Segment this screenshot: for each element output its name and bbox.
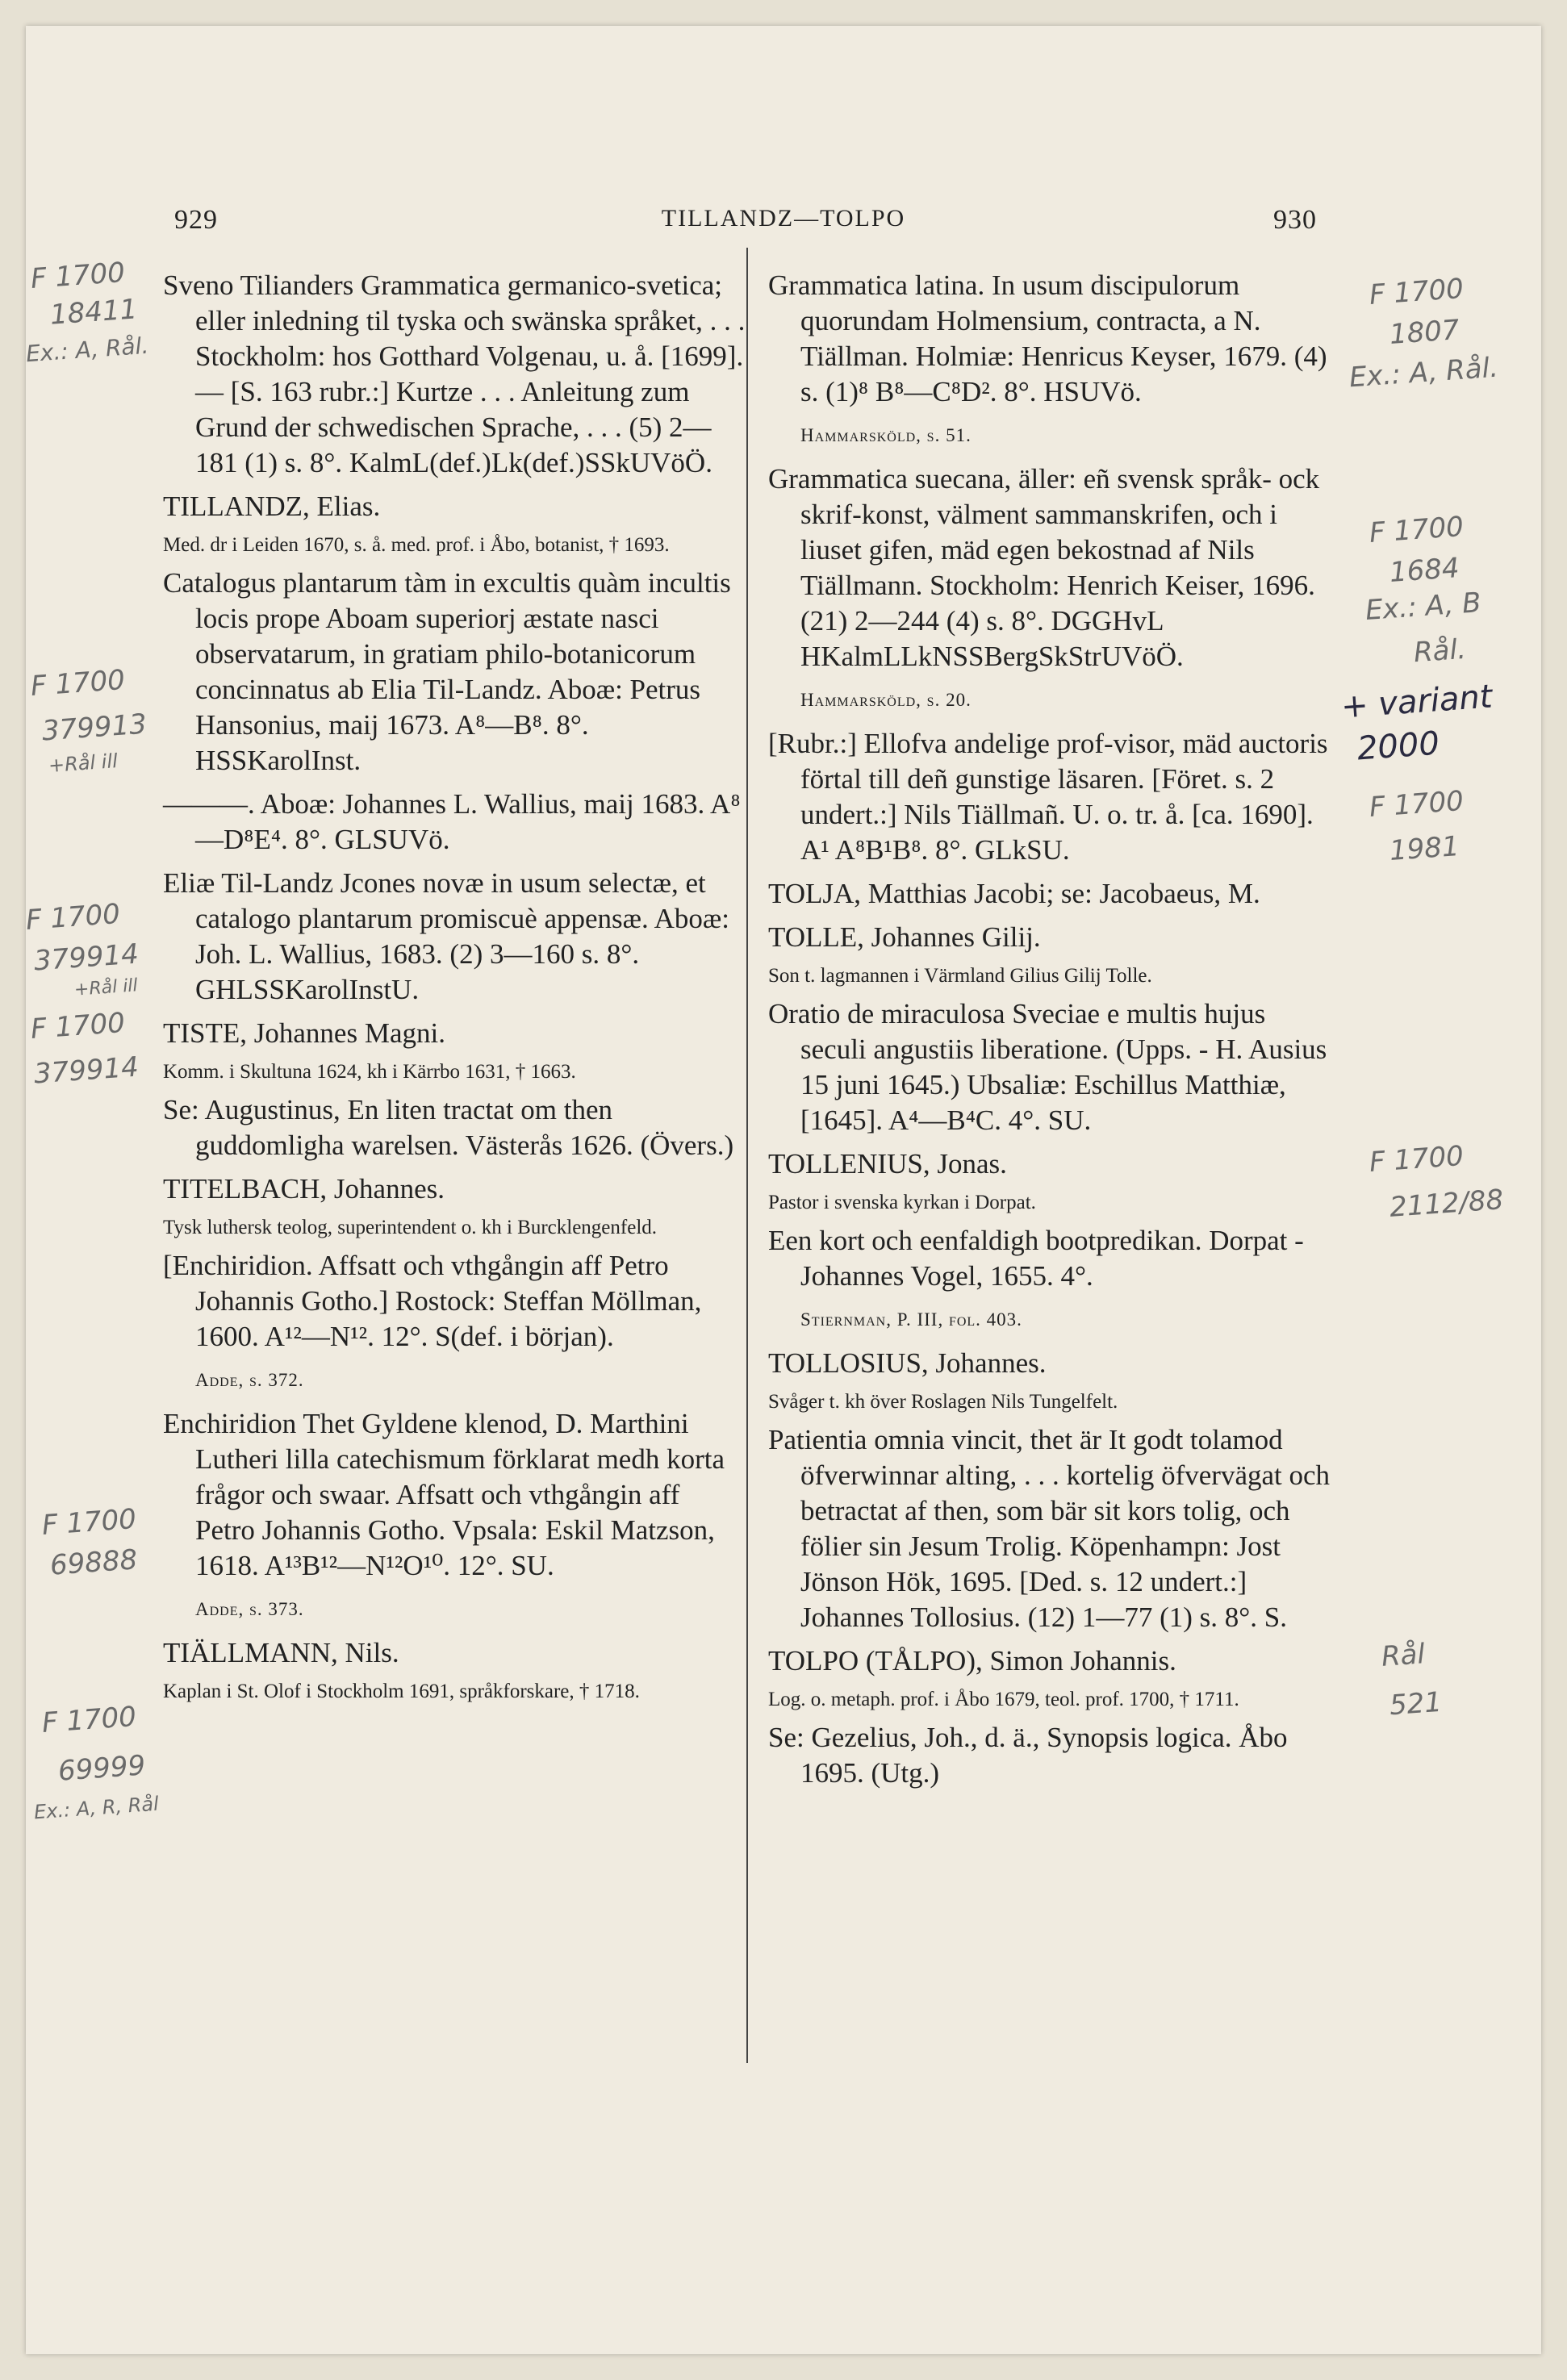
- annotation: 379913: [40, 708, 148, 748]
- annotation: F 1700: [29, 1006, 127, 1046]
- annotation: F 1700: [1368, 510, 1465, 550]
- annotation: 379914: [32, 1050, 140, 1091]
- entry-enchiridion-1: [Enchiridion. Affsatt och vthgångin aff Petro Johannis Gotho.] Rostock: Steffan Möllman, 1600. A¹²—N¹². 12°. S(def. i början).: [163, 1250, 702, 1352]
- left-column: [163, 268, 746, 1712]
- annotation: F 1700: [29, 663, 127, 704]
- annotation: F 1700: [24, 897, 122, 937]
- entry-eliae: Eliæ Til-Landz Jcones novæ in usum selectæ, et catalogo plantarum promiscuè appensæ. Aboæ: Joh. L. Wallius, 1683. (2) 3—160 s. 8°. GHLSSKarolInstU.: [163, 867, 729, 1005]
- entry-grammatica-suecana: Grammatica suecana, äller: eñ svensk språk- ock skrif-konst, välment sammanskrifen, och i liuset gifen, mäd egen bekostnad af Nils Tiällmann. Stockholm: Henrich Keiser, 1696. (21) 2—244 (4) s. 8°. DGGHvL HKalmLLkNSSBergSkStrUVöÖ.: [768, 463, 1320, 672]
- annotation: 2000: [1356, 724, 1441, 768]
- author-tolpo: TOLPO (TÅLPO), Simon Johannis.: [768, 1645, 1176, 1676]
- author-tollosius: TOLLOSIUS, Johannes.: [768, 1347, 1047, 1379]
- annotation: F 1700: [1368, 272, 1465, 312]
- annotation: 69999: [56, 1749, 147, 1788]
- entry-catalogus: Catalogus plantarum tàm in excultis quàm incultis locis prope Aboam superiorj æstate nasci observatarum, in gratiam philo-botanicorum concinnatus ab Elia Til-Landz. Aboæ: Petrus Hansonius, maij 1673. A⁸—B⁸. 8°. HSSKarolInst.: [163, 567, 731, 776]
- annotation: 1807: [1388, 314, 1460, 351]
- author-tollenius: TOLLENIUS, Jonas.: [768, 1148, 1007, 1180]
- annotation: F 1700: [40, 1502, 138, 1543]
- annotation: Rål.: [1412, 633, 1468, 670]
- bio-tiste: Komm. i Skultuna 1624, kh i Kärrbo 1631, † 1663.: [163, 1061, 576, 1083]
- entry-een-kort: Een kort och eenfaldigh bootpredikan. Dorpat - Johannes Vogel, 1655. 4°.: [768, 1225, 1304, 1292]
- annotation: 1981: [1388, 830, 1460, 867]
- ref-grammatica-latina: Hammarsköld, s. 51.: [800, 425, 972, 445]
- annotation: 69888: [48, 1543, 139, 1582]
- entry-rubr: [Rubr.:] Ellofva andelige prof-visor, mäd auctoris förtal till deñ gunstige läsaren. [Föret. s. 2 undert.:] Nils Tiällmañ. U. o. tr. å. [ca. 1690]. A¹ A⁸B¹B⁸. 8°. GLkSU.: [768, 728, 1328, 866]
- page-number-right: 930: [1273, 205, 1317, 235]
- annotation: 1684: [1388, 552, 1460, 589]
- annotation: + variant: [1339, 678, 1494, 726]
- ref-een-kort: Stiernman, P. III, fol. 403.: [800, 1309, 1022, 1330]
- entry-tolpo-se: Se: Gezelius, Joh., d. ä., Synopsis logica. Åbo 1695. (Utg.): [768, 1722, 1288, 1789]
- annotation: Ex.: A, Rål.: [25, 332, 150, 368]
- annotation: 18411: [48, 293, 139, 332]
- ref-enchiridion-2: Adde, s. 373.: [195, 1599, 304, 1619]
- annotation: Ex.: A, R, Rål: [33, 1792, 160, 1824]
- entry-sveno: Sveno Tilianders Grammatica germanico-svetica; eller inledning til tyska och swänska språket, . . . Stockholm: hos Gotthard Volgenau, u. å. [1699]. — [S. 163 rubr.:] Kurtze . . . Anleitung zum Grund der schwedischen Sprache, . . . (5) 2—181 (1) s. 8°. KalmL(def.)Lk(def.)SSkUVöÖ.: [163, 269, 746, 478]
- bio-tollenius: Pastor i svenska kyrkan i Dorpat.: [768, 1192, 1036, 1213]
- entry-grammatica-latina: Grammatica latina. In usum discipulorum quorundam Holmensium, contracta, a N. Tiällman. Holmiæ: Henricus Keyser, 1679. (4) s. (1)⁸ B⁸—C⁸D². 8°. HSUVö.: [768, 269, 1327, 407]
- bio-tollosius: Svåger t. kh över Roslagen Nils Tungelfelt.: [768, 1391, 1118, 1413]
- page-number-left: 929: [174, 205, 218, 235]
- bio-tolpo: Log. o. metaph. prof. i Åbo 1679, teol. prof. 1700, † 1711.: [768, 1689, 1239, 1710]
- annotation: 521: [1388, 1685, 1444, 1722]
- entry-tiste-se: Se: Augustinus, En liten tractat om then guddomligha warelsen. Västerås 1626. (Övers.): [163, 1094, 734, 1161]
- entry-aboae: ———. Aboæ: Johannes L. Wallius, maij 1683. A⁸—D⁸E⁴. 8°. GLSUVö.: [163, 788, 741, 855]
- annotation: +Rål ill: [48, 749, 119, 777]
- entry-tolja: TOLJA, Matthias Jacobi; se: Jacobaeus, M.: [768, 878, 1260, 909]
- entry-patientia: Patientia omnia vincit, thet är It godt tolamod öfverwinnar alting, . . . kortelig öfvervägat och betractat af then, som bär sit kors tolig, och fölier sin Jesum Trolig. Köpenhampn: Jost Jönson Hök, 1695. [Ded. s. 12 undert.:] Johannes Tollosius. (12) 1—77 (1) s. 8°. S.: [768, 1424, 1331, 1633]
- annotation: 2112/88: [1388, 1184, 1505, 1224]
- annotation: F 1700: [29, 256, 127, 296]
- right-column: [768, 268, 1333, 1799]
- author-tiste: TISTE, Johannes Magni.: [163, 1017, 445, 1049]
- annotation: Ex.: A, Rål.: [1348, 351, 1500, 395]
- ref-grammatica-suecana: Hammarsköld, s. 20.: [800, 690, 972, 710]
- bio-titelbach: Tysk luthersk teolog, superintendent o. kh i Burcklengenfeld.: [163, 1217, 658, 1238]
- entry-oratio: Oratio de miraculosa Sveciae e multis hujus seculi angustiis liberatione. (Upps. - H. Ausius 15 juni 1645.) Ubsaliæ: Eschillus Matthiæ, [1645]. A⁴—B⁴C. 4°. SU.: [768, 998, 1327, 1136]
- author-titelbach: TITELBACH, Johannes.: [163, 1173, 445, 1205]
- entry-enchiridion-2: Enchiridion Thet Gyldene klenod, D. Marthini Lutheri lilla catechismum förklarat medh korta frågor och swaar. Affsatt och vthgångin aff Petro Johannis Gotho. Vpsala: Eskil Matzson, 1618. A¹³B¹²—N¹²O¹⁰. 12°. SU.: [163, 1408, 725, 1581]
- author-tolle: TOLLE, Johannes Gilij.: [768, 921, 1041, 953]
- author-tiallmann: TIÄLLMANN, Nils.: [163, 1637, 399, 1668]
- scanned-page: [26, 26, 1541, 2354]
- annotation: +Rål ill: [73, 975, 139, 1000]
- bio-tolle: Son t. lagmannen i Värmland Gilius Gilij Tolle.: [768, 965, 1152, 987]
- running-head: TILLANDZ—TOLPO: [661, 205, 906, 232]
- annotation: F 1700: [40, 1700, 138, 1740]
- annotation: F 1700: [1368, 784, 1465, 825]
- annotation: F 1700: [1368, 1139, 1465, 1180]
- annotation: 379914: [32, 937, 140, 978]
- bio-tiallmann: Kaplan i St. Olof i Stockholm 1691, språkforskare, † 1718.: [163, 1681, 640, 1702]
- bio-tillandz: Med. dr i Leiden 1670, s. å. med. prof. i Åbo, botanist, † 1693.: [163, 534, 670, 556]
- annotation: Ex.: A, B: [1364, 587, 1482, 627]
- column-rule: [746, 248, 748, 2063]
- ref-enchiridion-1: Adde, s. 372.: [195, 1370, 304, 1390]
- annotation: Rål: [1380, 1638, 1427, 1673]
- author-tillandz: TILLANDZ, Elias.: [163, 491, 381, 522]
